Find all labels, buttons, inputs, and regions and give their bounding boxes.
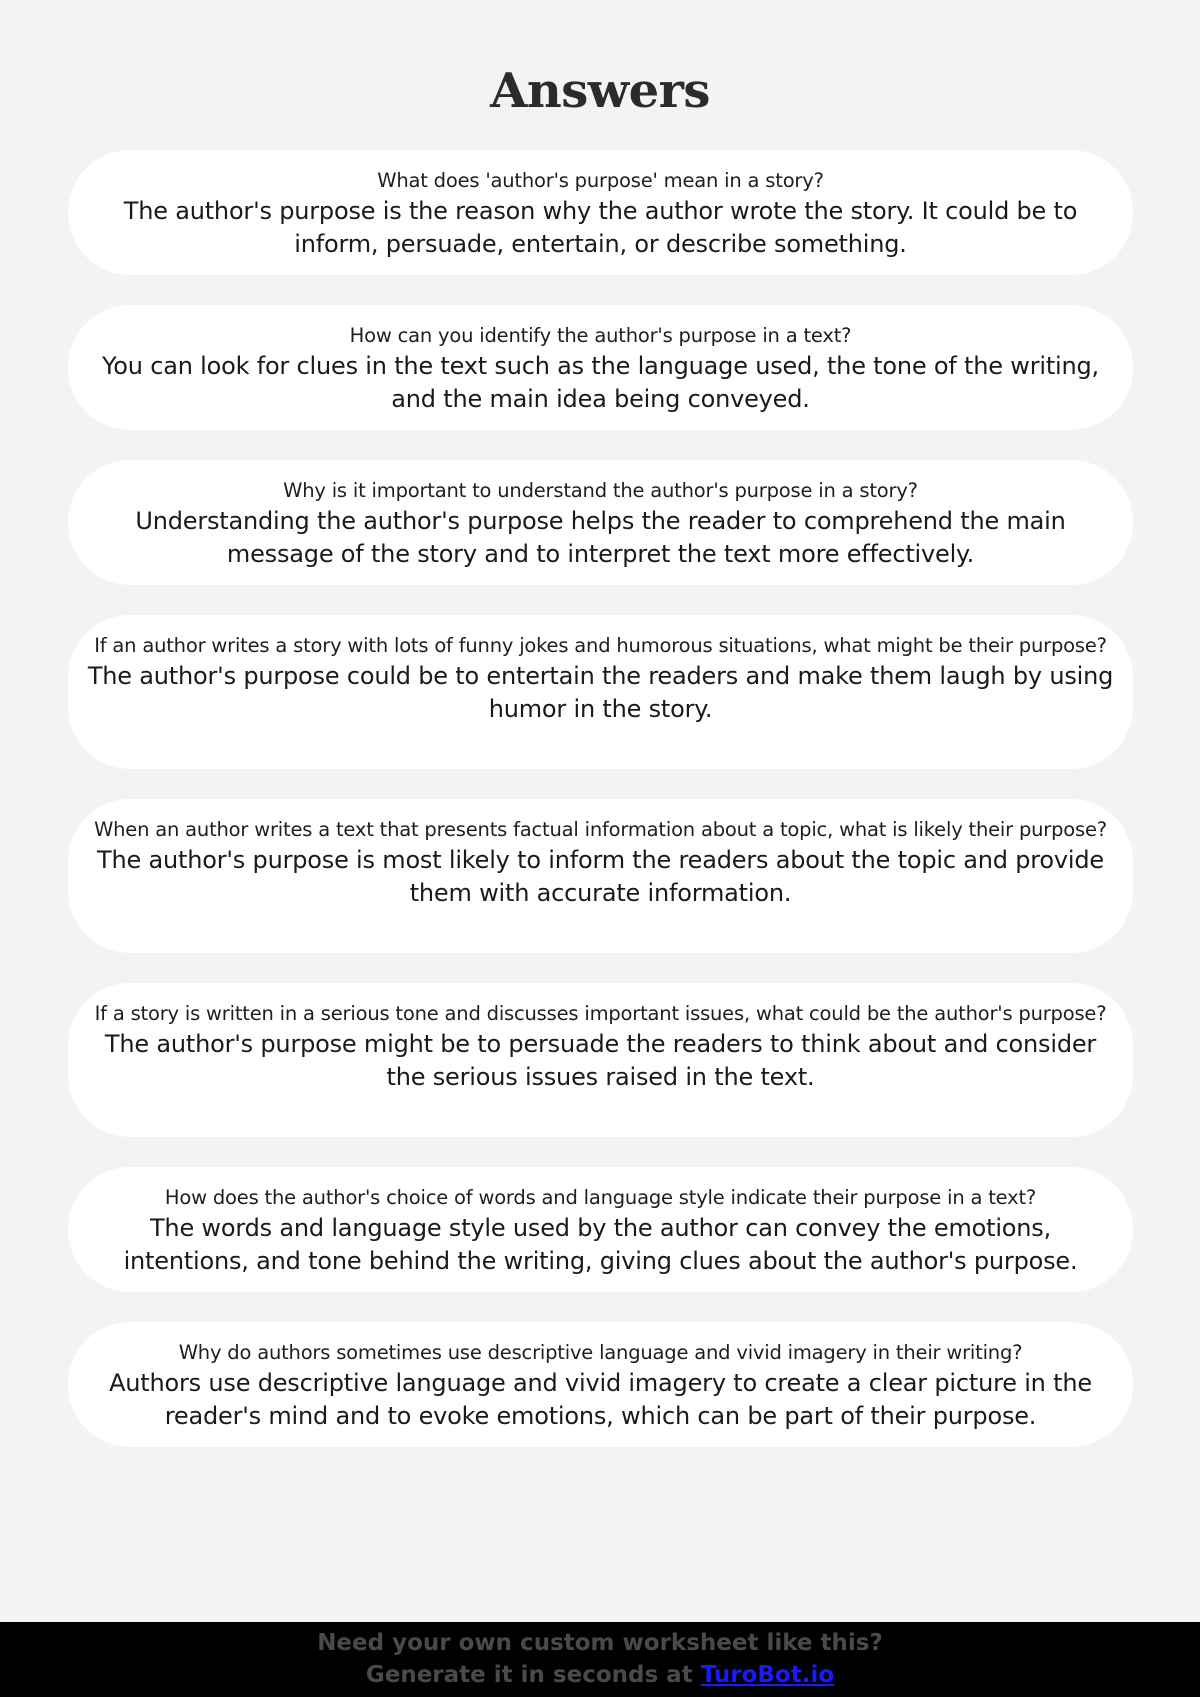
qa-card-7 xyxy=(68,1167,1133,1292)
footer-line-2 xyxy=(0,1659,1200,1691)
question-text: How does the author's choice of words and language style indicate their purpose in a text? xyxy=(164,1186,1037,1209)
answer-text: The words and language style used by the author can convey the emotions, intentions, and tone behind the writing, giving clues about the author's purpose. xyxy=(123,1214,1078,1275)
qa-card-8 xyxy=(68,1322,1133,1447)
answer-text: The author's purpose might be to persuade the readers to think about and consider the serious issues raised in the text. xyxy=(104,1030,1097,1091)
qa-card-6 xyxy=(68,983,1133,1137)
qa-card-1 xyxy=(68,150,1133,275)
question-text: If a story is written in a serious tone and discusses important issues, what could be the author's purpose? xyxy=(94,1002,1107,1025)
question-text: If an author writes a story with lots of funny jokes and humorous situations, what might be their purpose? xyxy=(94,634,1107,657)
answer-text: The author's purpose is most likely to inform the readers about the topic and provide them with accurate information. xyxy=(97,846,1104,907)
question-text: When an author writes a text that presents factual information about a topic, what is likely their purpose? xyxy=(94,818,1107,841)
page-title: Answers xyxy=(490,63,710,119)
footer-line-1: Need your own custom worksheet like this? xyxy=(317,1630,883,1656)
question-text: What does 'author's purpose' mean in a story? xyxy=(377,169,824,192)
answer-text: The author's purpose is the reason why the author wrote the story. It could be to inform, persuade, entertain, or describe something. xyxy=(123,197,1078,258)
answer-text: You can look for clues in the text such as the language used, the tone of the writing, and the main idea being conveyed. xyxy=(102,352,1099,413)
question-text: Why do authors sometimes use descriptive language and vivid imagery in their writing? xyxy=(178,1341,1023,1364)
answer-text: The author's purpose could be to entertain the readers and make them laugh by using humor in the story. xyxy=(87,662,1114,723)
question-text: How can you identify the author's purpose in a text? xyxy=(349,324,852,347)
qa-card-5 xyxy=(68,799,1133,953)
turobot-link[interactable]: TuroBot.io xyxy=(700,1662,835,1688)
qa-list xyxy=(68,150,1133,1477)
qa-card-2 xyxy=(68,305,1133,430)
promo-footer xyxy=(0,1622,1200,1697)
footer-line-2-text: Generate it in seconds at xyxy=(365,1662,701,1688)
qa-card-3 xyxy=(68,460,1133,585)
answer-text: Understanding the author's purpose helps the reader to comprehend the main message of the story and to interpret the text more effectively. xyxy=(135,507,1066,568)
qa-card-4 xyxy=(68,615,1133,769)
question-text: Why is it important to understand the author's purpose in a story? xyxy=(283,479,918,502)
answer-text: Authors use descriptive language and vivid imagery to create a clear picture in the reader's mind and to evoke emotions, which can be part of their purpose. xyxy=(109,1369,1092,1430)
